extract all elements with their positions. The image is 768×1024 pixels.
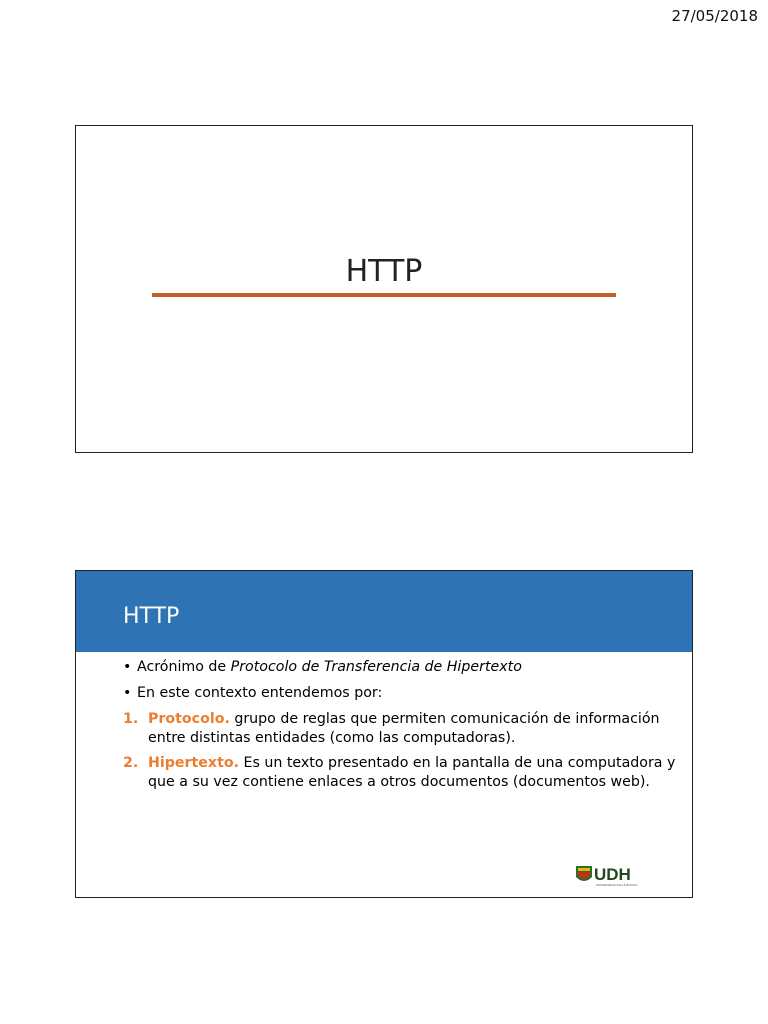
title-underline (152, 293, 616, 297)
slide-heading: HTTP (123, 604, 180, 629)
item-protocolo: 1. Protocolo. grupo de reglas que permiten comunicación de información entre distintas entidades (como las computadoras). (123, 711, 660, 746)
item-hipertexto: 2. Hipertexto. Es un texto presentado en la pantalla de una computadora y que a su vez contiene enlaces a otros documentos (documentos web). (123, 755, 676, 790)
slide-header (76, 571, 692, 652)
page-date: 27/05/2018 (671, 7, 758, 25)
svg-text:UDH: UDH (594, 865, 631, 884)
slide-title-text: HTTP (345, 254, 423, 289)
bullet-context: • En este contexto entendemos por: (119, 684, 678, 703)
slide-content (75, 570, 693, 898)
slide-body (119, 658, 678, 798)
svg-text:UNIVERSIDAD DE HUÁNUCO: UNIVERSIDAD DE HUÁNUCO (596, 883, 638, 887)
slide-title (75, 125, 693, 453)
bullet-acronym: • Acrónimo de Protocolo de Transferencia de Hipertexto (119, 658, 678, 677)
udh-logo (574, 863, 650, 889)
